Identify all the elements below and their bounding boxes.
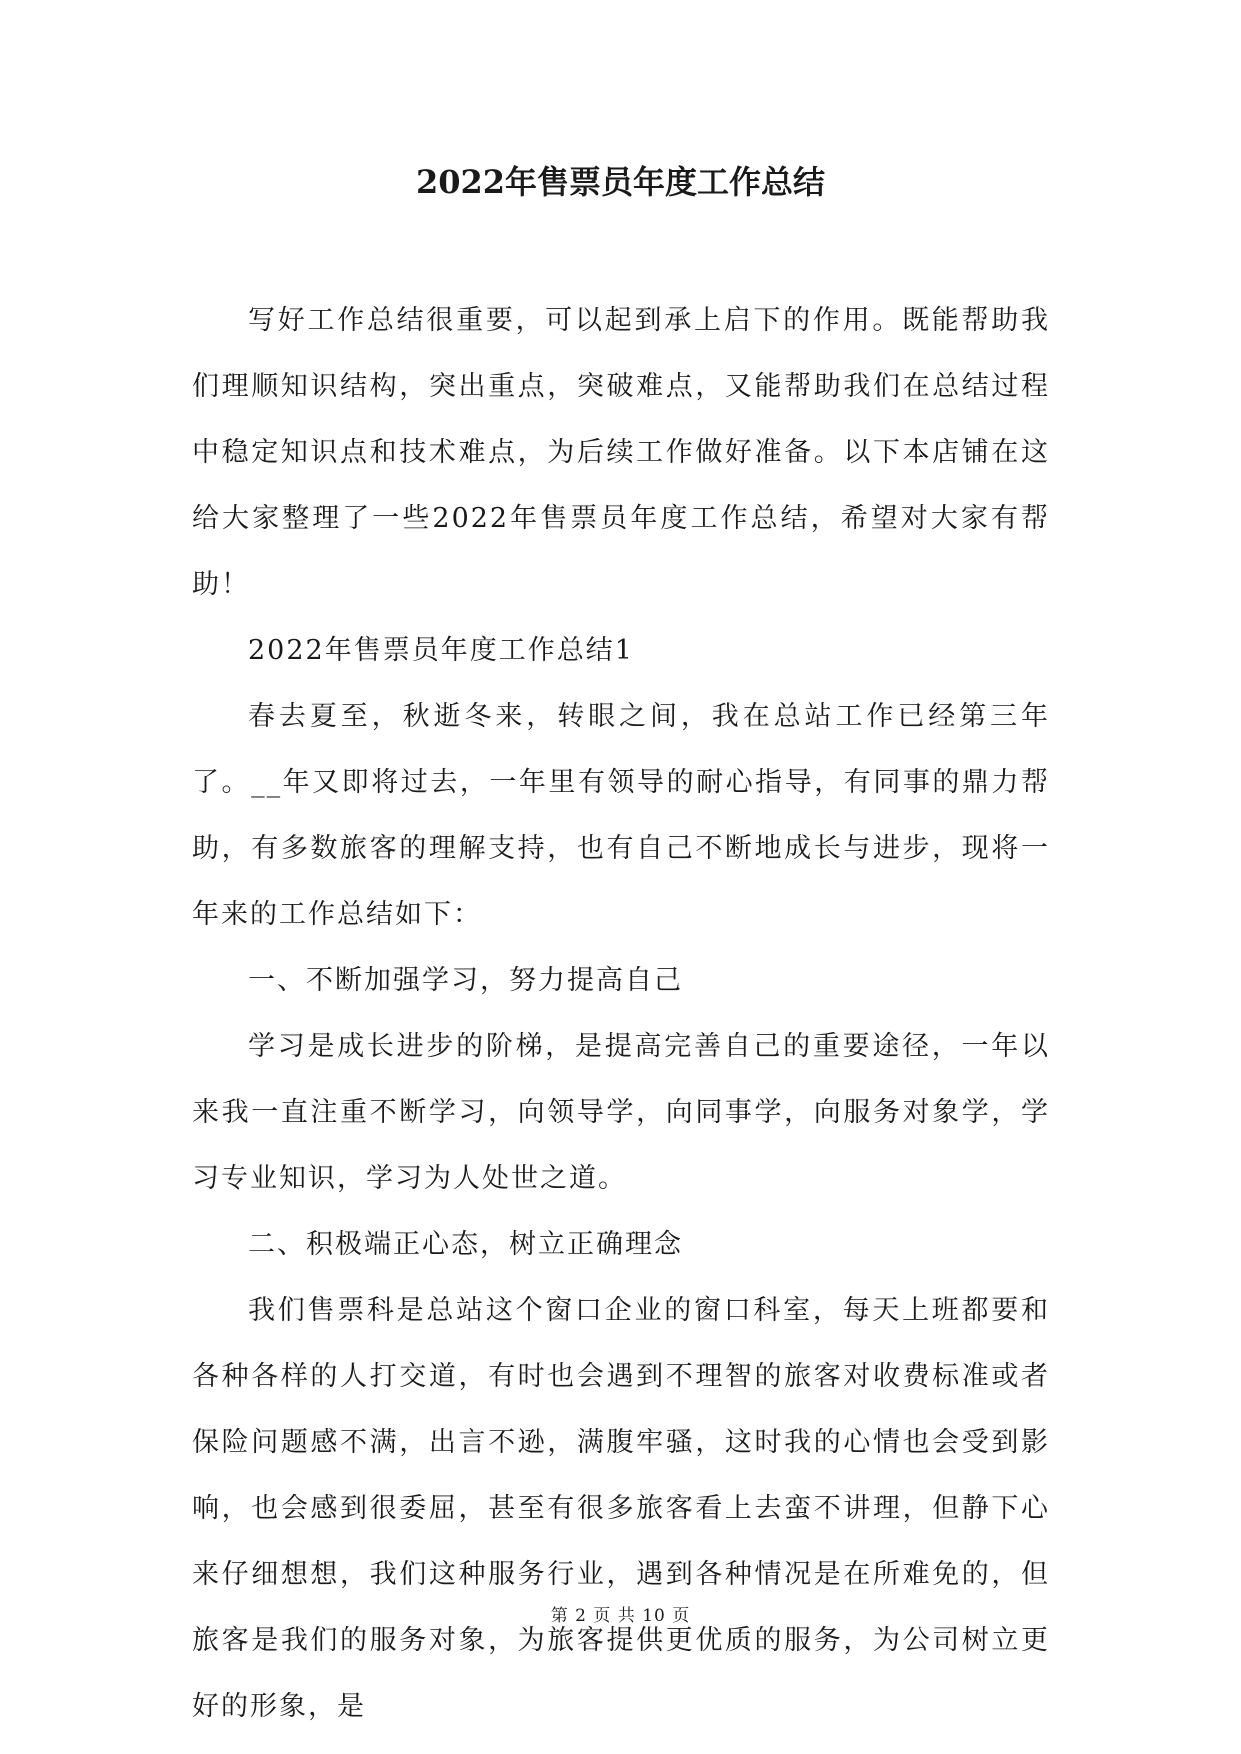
section-title: 2022年售票员年度工作总结1 (248, 635, 634, 666)
body-paragraph: 学习是成长进步的阶梯，是提高完善自己的重要途径，一年以来我一直注重不断学习，向领导学，向同事学，向服务对象学，学习专业知识，学习为人处世之道。 (192, 1031, 1050, 1194)
subsection-heading: 一、不断加强学习，努力提高自己 (248, 965, 683, 996)
document-title: 2022年售票员年度工作总结 (415, 163, 826, 201)
page-number-footer: 第 2 页 共 10 页 (550, 1606, 691, 1626)
body-paragraph: 我们售票科是总站这个窗口企业的窗口科室，每天上班都要和各种各样的人打交道，有时也会遇到不理智的旅客对收费标准或者保险问题感不满，出言不逊，满腹牢骚，这时我的心情也会受到影响，也会感到很委屈，甚至有很多旅客看上去蛮不讲理，但静下心来仔细想想，我们这种服务行业，遇到各种情况是在所难免的，但旅客是我们的服务对象，为旅客提供更优质的服务，为公司树立更好的形象，是 (192, 1295, 1050, 1722)
document-body (192, 288, 1050, 1740)
subsection-heading: 二、积极端正心态，树立正确理念 (248, 1229, 683, 1260)
intro-paragraph: 写好工作总结很重要，可以起到承上启下的作用。既能帮助我们理顺知识结构，突出重点，突破难点，又能帮助我们在总结过程中稳定知识点和技术难点，为后续工作做好准备。以下本店铺在这给大家整理了一些2022年售票员年度工作总结，希望对大家有帮助！ (192, 305, 1050, 600)
body-paragraph: 春去夏至，秋逝冬来，转眼之间，我在总站工作已经第三年了。__年又即将过去，一年里有领导的耐心指导，有同事的鼎力帮助，有多数旅客的理解支持，也有自己不断地成长与进步，现将一年来的工作总结如下： (192, 701, 1050, 930)
